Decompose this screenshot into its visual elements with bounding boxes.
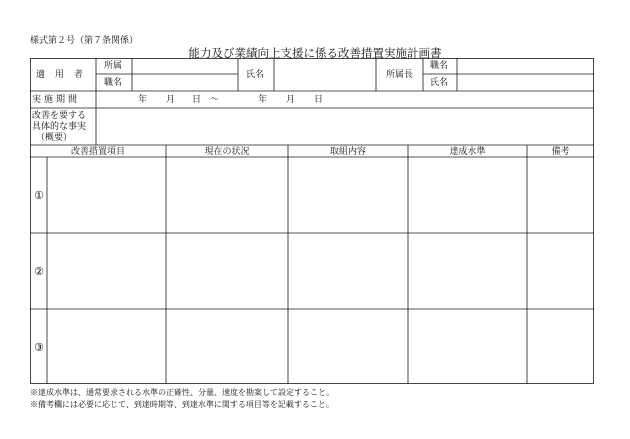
end-month-unit: 月 <box>286 95 296 105</box>
form-grid-lines <box>30 58 594 384</box>
note-remarks: ※備考欄には必要に応じて、到達時期等、到達水準に関する項目等を記載すること。 <box>30 400 334 409</box>
facts-label-line2: 具体的な事実 <box>32 122 87 132</box>
end-year-unit: 年 <box>258 95 268 105</box>
column-header-remarks: 備考 <box>551 147 570 157</box>
row-number-1: ① <box>34 189 44 202</box>
column-header-improvement-item: 改善措置項目 <box>70 147 125 157</box>
note-target-level: ※達成水準は、通常要求される水準の正確性、分量、速度を勘案して設定すること。 <box>30 388 334 397</box>
document-title: 能力及び業績向上支援に係る改善措置実施計画書 <box>188 46 442 60</box>
applicant-affiliation-label: 所属 <box>104 61 123 71</box>
start-day-unit: 日 <box>192 95 202 105</box>
supervisor-position-label: 職名 <box>430 61 449 71</box>
column-header-target-level: 達成水準 <box>449 147 486 157</box>
start-month-unit: 月 <box>166 95 176 105</box>
facts-label-line1: 改善を要する <box>32 111 87 121</box>
row-number-3: ③ <box>34 341 44 354</box>
form-number: 様式第２号（第７条関係） <box>30 36 139 46</box>
start-year-unit: 年 <box>138 95 148 105</box>
plan-form <box>30 58 594 384</box>
period-label: 実施期間 <box>32 95 81 105</box>
period-separator: 〜 <box>210 95 220 105</box>
row-number-2: ② <box>34 265 44 278</box>
facts-label-line3: （概要） <box>36 133 73 143</box>
supervisor-label: 所属長 <box>386 70 414 80</box>
supervisor-name-label: 氏名 <box>430 78 449 88</box>
end-day-unit: 日 <box>314 95 324 105</box>
applicant-name-label: 氏名 <box>246 70 265 80</box>
applicant-label: 適用者 <box>36 70 94 80</box>
applicant-position-label: 職名 <box>104 78 123 88</box>
column-header-current-status: 現在の状況 <box>204 147 250 157</box>
column-header-actions: 取組内容 <box>329 147 366 157</box>
